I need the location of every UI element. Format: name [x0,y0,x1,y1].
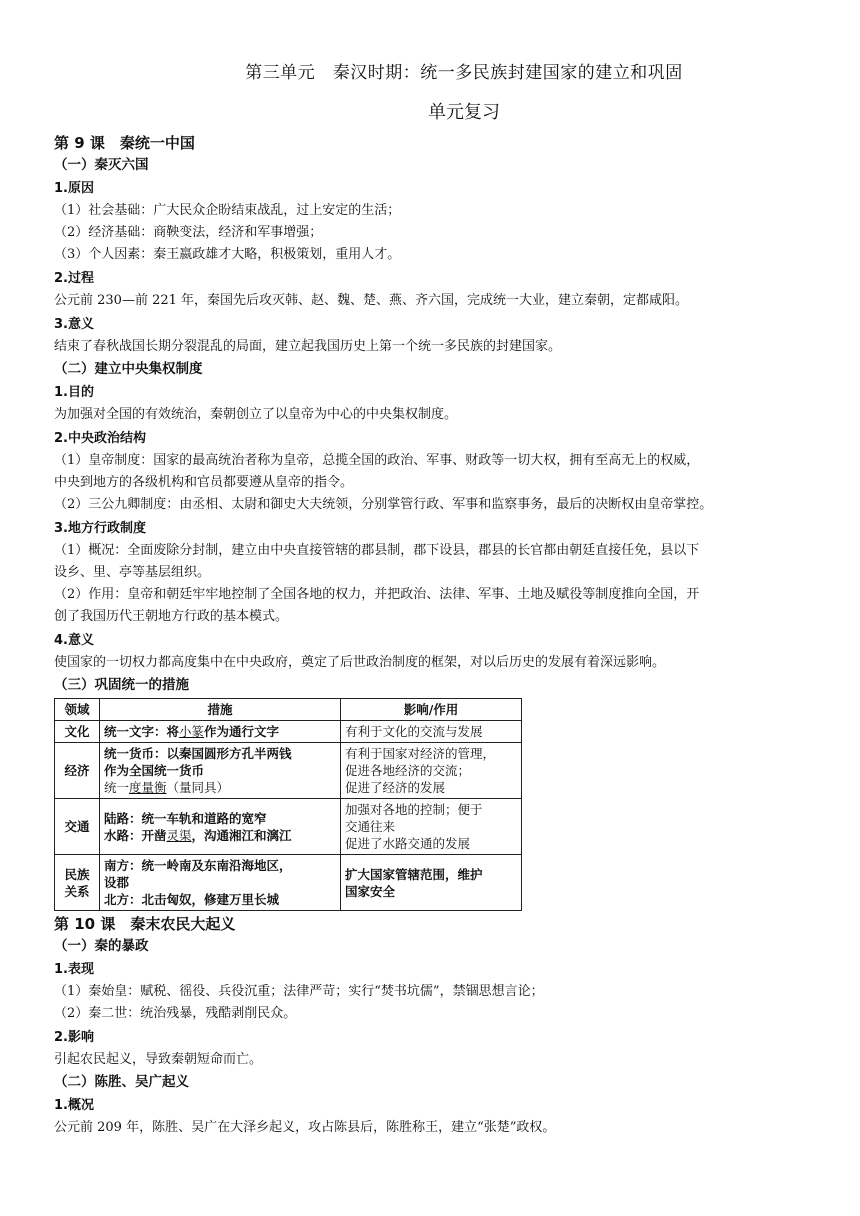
table-row [55,721,522,743]
heading-local-admin: 3.地方行政制度 [54,521,146,536]
lesson-9-title: 第 9 课 秦统一中国 [54,134,195,152]
heading-impact: 2.影响 [54,1030,94,1045]
section-title: （二）建立中央集权制度 [54,361,203,377]
paragraph: 为加强对全国的有效统治，秦朝创立了以皇帝为中心的中央集权制度。 [54,407,458,422]
heading-overview: 1.概况 [54,1098,94,1113]
measure-cell: 统一文字：将小篆作为通行文字 [100,721,341,743]
heading-significance: 3.意义 [54,317,94,332]
paragraph: 创了我国历代王朝地方行政的基本模式。 [54,609,289,624]
lesson-10-title: 第 10 课 秦末农民大起义 [54,915,236,933]
measures-table [54,698,522,911]
heading-reasons: 1.原因 [54,181,94,196]
paragraph: （1）秦始皇：赋税、徭役、兵役沉重；法律严苛；实行“焚书坑儒”，禁锢思想言论； [54,984,544,999]
table-header-row [55,699,522,721]
paragraph: （1）皇帝制度：国家的最高统治者称为皇帝，总揽全国的政治、军事、财政等一切大权，拥有至高无上的权威， [54,453,700,468]
paragraph: 结束了春秋战国长期分裂混乱的局面，建立起我国历史上第一个统一多民族的封建国家。 [54,339,562,354]
heading-purpose: 1.目的 [54,385,94,400]
fill-blank: 度量衡 [129,780,167,795]
paragraph: 设乡、里、亭等基层组织。 [54,565,211,580]
table-header: 领域 [55,699,100,721]
domain-cell: 民族 关系 [55,855,100,911]
table-header: 影响/作用 [341,699,522,721]
domain-cell: 交通 [55,799,100,855]
measure-cell: 统一货币：以秦国圆形方孔半两钱 作为全国统一货币 统一度量衡（量同具） [100,743,341,799]
paragraph: 公元前 230—前 221 年，秦国先后攻灭韩、赵、魏、楚、燕、齐六国，完成统一大业，建立秦朝，定都咸阳。 [54,293,689,308]
section-title: （二）陈胜、吴广起义 [54,1074,189,1090]
unit-subtitle: 单元复习 [428,102,500,123]
effect-cell: 有利于文化的交流与发展 [341,721,522,743]
paragraph: （2）经济基础：商鞅变法，经济和军事增强； [54,225,323,240]
domain-cell: 经济 [55,743,100,799]
section-title: （三）巩固统一的措施 [54,677,189,693]
measure-cell: 陆路：统一车轨和道路的宽窄 水路：开凿灵渠，沟通湘江和漓江 [100,799,341,855]
effect-cell: 扩大国家管辖范围，维护 国家安全 [341,855,522,911]
heading-central-structure: 2.中央政治结构 [54,431,146,446]
effect-cell: 加强对各地的控制；便于 交通往来 促进了水路交通的发展 [341,799,522,855]
heading-significance: 4.意义 [54,633,94,648]
fill-blank: 灵渠 [166,827,192,843]
domain-cell: 文化 [55,721,100,743]
table-row [55,799,522,855]
paragraph: （2）秦二世：统治残暴，残酷剥削民众。 [54,1006,297,1021]
paragraph: 使国家的一切权力都高度集中在中央政府，奠定了后世政治制度的框架，对以后历史的发展有着深远影响。 [54,655,666,670]
paragraph: 引起农民起义，导致秦朝短命而亡。 [54,1052,263,1067]
unit-title: 第三单元 秦汉时期：统一多民族封建国家的建立和巩固 [245,63,683,83]
paragraph: （1）概况：全面废除分封制，建立由中央直接管辖的郡县制，郡下设县，郡县的长官都由朝廷直接任免，县以下 [54,543,700,558]
table-header: 措施 [100,699,341,721]
effect-cell: 有利于国家对经济的管理， 促进各地经济的交流； 促进了经济的发展 [341,743,522,799]
paragraph: 公元前 209 年，陈胜、吴广在大泽乡起义，攻占陈县后，陈胜称王，建立“张楚”政权。 [54,1120,556,1135]
fill-blank: 小篆 [179,724,205,739]
measure-cell: 南方：统一岭南及东南沿海地区， 设郡 北方：北击匈奴，修建万里长城 [100,855,341,911]
paragraph: （1）社会基础：广大民众企盼结束战乱，过上安定的生活； [54,203,401,218]
section-title: （一）秦的暴政 [54,938,149,954]
paragraph: （2）作用：皇帝和朝廷牢牢地控制了全国各地的权力，并把政治、法律、军事、土地及赋役等制度推向全国，开 [54,587,700,602]
paragraph: （3）个人因素：秦王嬴政雄才大略，积极策划，重用人才。 [54,247,401,262]
heading-manifestation: 1.表现 [54,962,94,977]
heading-process: 2.过程 [54,271,94,286]
table-row [55,855,522,911]
table-row [55,743,522,799]
paragraph: 中央到地方的各级机构和官员都要遵从皇帝的指令。 [54,475,354,490]
document-page [54,62,814,1139]
section-title: （一）秦灭六国 [54,157,149,173]
paragraph: （2）三公九卿制度：由丞相、太尉和御史大夫统领，分别掌管行政、军事和监察事务，最后的决断权由皇帝掌控。 [54,497,713,512]
